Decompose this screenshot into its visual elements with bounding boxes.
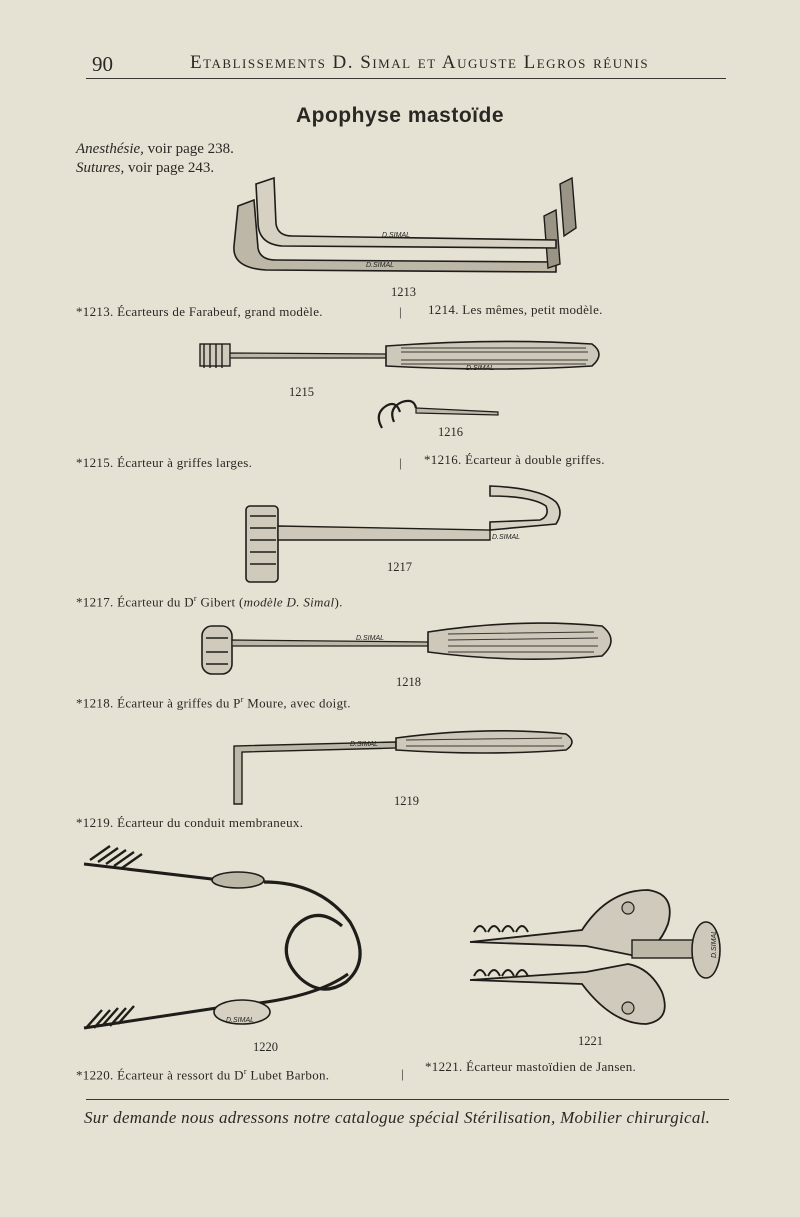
maker-stamp: D.SIMAL [492, 534, 521, 541]
section-title: Apophyse mastoïde [295, 104, 505, 127]
maker-stamp: D.SIMAL [350, 741, 379, 748]
maker-stamp: D.SIMAL [366, 262, 395, 269]
wide-claw-retractor-illustration [196, 336, 608, 376]
cross-references [76, 140, 234, 178]
reference-anesthesie: Anesthésie, voir page 238. [76, 141, 234, 157]
page-number: 90 [92, 52, 113, 76]
double-claw-retractor-illustration [372, 394, 502, 434]
caption-1215: *1215. Écarteur à griffes larges. [76, 455, 253, 470]
figure-number-1220: 1220 [253, 1040, 278, 1054]
caption-1217: *1217. Écarteur du $D^r$ Gibert (modèle D. Simal). [76, 594, 343, 610]
maker-stamp: D.SIMAL [382, 232, 411, 239]
running-title: Etablissements D. Simal et Auguste Legros réunis [190, 52, 650, 73]
figure-number-1219: 1219 [394, 794, 419, 808]
figure-number-1216: 1216 [438, 425, 463, 439]
header-rule [86, 78, 726, 79]
figure-number-1217: 1217 [387, 560, 412, 574]
caption-1213: *1213. Écarteurs de Farabeuf, grand modèle. [76, 304, 323, 319]
caption-1220: *1220. Écarteur à ressort du $D^r$ Lubet Barbon. [76, 1067, 330, 1083]
lubet-barbon-spring-retractor-illustration [80, 842, 370, 1038]
caption-1219: *1219. Écarteur du conduit membraneux. [76, 815, 304, 830]
footer-note: Sur demande nous adressons notre catalogue spécial Stérilisation, Mobilier chirurgical. [84, 1108, 711, 1127]
caption-1218: *1218. Écarteur à griffes du $P^r$ Moure, avec doigt. [76, 695, 351, 711]
figure-number-1221: 1221 [578, 1034, 603, 1048]
caption-separator: | [401, 1066, 404, 1081]
maker-stamp: D.SIMAL [711, 929, 718, 958]
caption-separator: | [399, 455, 402, 470]
maker-stamp: D.SIMAL [466, 365, 495, 372]
farabeuf-retractors-illustration [226, 176, 586, 281]
jansen-mastoid-retractor-illustration [462, 884, 726, 1034]
figure-number-1213: 1213 [391, 285, 416, 299]
caption-1216: *1216. Écarteur à double griffes. [424, 452, 605, 467]
figure-number-1218: 1218 [396, 675, 421, 689]
moure-retractor-illustration [188, 616, 618, 678]
caption-separator: | [399, 304, 402, 319]
figure-number-1215: 1215 [289, 385, 314, 399]
footer-rule [86, 1099, 729, 1100]
maker-stamp: D.SIMAL [226, 1017, 255, 1024]
reference-sutures: Sutures, voir page 243. [76, 160, 215, 176]
caption-1214: 1214. Les mêmes, petit modèle. [428, 302, 603, 317]
maker-stamp: D.SIMAL [356, 635, 385, 642]
caption-1221: *1221. Écarteur mastoïdien de Jansen. [425, 1059, 637, 1074]
